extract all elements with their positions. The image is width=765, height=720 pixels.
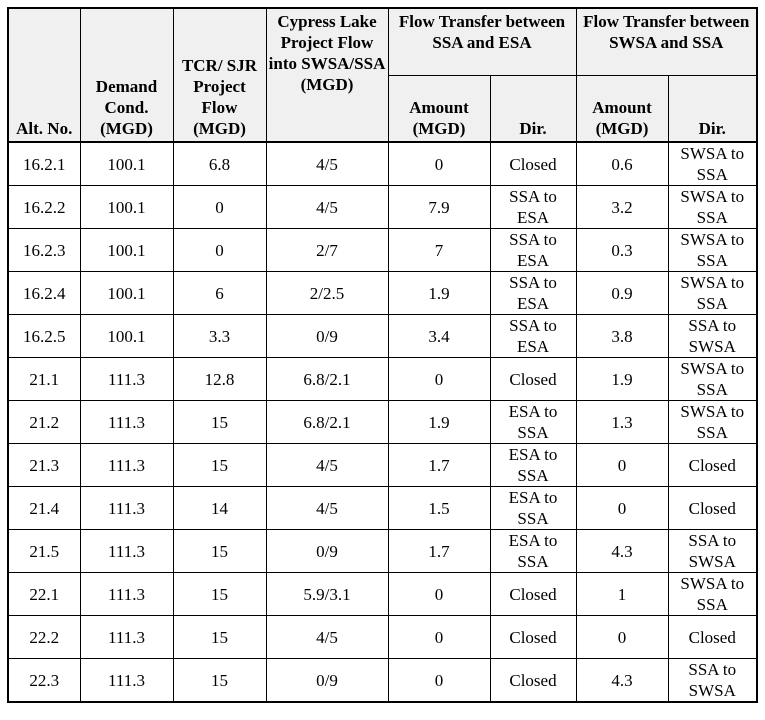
cell-ssa-esa-amount: 0 xyxy=(388,142,490,186)
cell-swsa-ssa-amount: 3.8 xyxy=(576,315,668,358)
cell-tcr-sjr: 15 xyxy=(173,530,266,573)
cell-ssa-esa-dir: ESA to SSA xyxy=(490,444,576,487)
cell-ssa-esa-dir: ESA to SSA xyxy=(490,401,576,444)
table-row xyxy=(8,272,757,315)
cell-demand: 111.3 xyxy=(80,444,173,487)
cell-demand: 111.3 xyxy=(80,358,173,401)
cell-alt-no: 21.4 xyxy=(8,487,80,530)
cell-alt-no: 16.2.3 xyxy=(8,229,80,272)
cell-alt-no: 21.5 xyxy=(8,530,80,573)
cell-swsa-ssa-dir: SWSA to SSA xyxy=(668,573,757,616)
table-row xyxy=(8,659,757,703)
header-tcr-sjr: TCR/ SJR Project Flow (MGD) xyxy=(173,8,266,142)
header-alt-no: Alt. No. xyxy=(8,8,80,142)
cell-swsa-ssa-amount: 4.3 xyxy=(576,659,668,703)
cell-cypress-lake: 6.8/2.1 xyxy=(266,401,388,444)
cell-demand: 111.3 xyxy=(80,616,173,659)
cell-tcr-sjr: 15 xyxy=(173,444,266,487)
cell-demand: 111.3 xyxy=(80,487,173,530)
cell-tcr-sjr: 15 xyxy=(173,616,266,659)
cell-tcr-sjr: 6.8 xyxy=(173,142,266,186)
cell-cypress-lake: 0/9 xyxy=(266,530,388,573)
cell-ssa-esa-amount: 7.9 xyxy=(388,186,490,229)
cell-swsa-ssa-dir: SSA to SWSA xyxy=(668,315,757,358)
cell-swsa-ssa-amount: 0 xyxy=(576,616,668,659)
cell-ssa-esa-dir: Closed xyxy=(490,142,576,186)
cell-ssa-esa-amount: 0 xyxy=(388,616,490,659)
table-row xyxy=(8,315,757,358)
cell-swsa-ssa-dir: SWSA to SSA xyxy=(668,142,757,186)
cell-ssa-esa-amount: 1.7 xyxy=(388,444,490,487)
cell-ssa-esa-amount: 0 xyxy=(388,573,490,616)
cell-ssa-esa-amount: 3.4 xyxy=(388,315,490,358)
header-ssa-esa-amount: Amount (MGD) xyxy=(388,76,490,143)
cell-alt-no: 16.2.4 xyxy=(8,272,80,315)
cell-demand: 100.1 xyxy=(80,186,173,229)
cell-swsa-ssa-amount: 1 xyxy=(576,573,668,616)
cell-swsa-ssa-dir: SSA to SWSA xyxy=(668,530,757,573)
cell-cypress-lake: 6.8/2.1 xyxy=(266,358,388,401)
cell-cypress-lake: 4/5 xyxy=(266,142,388,186)
cell-ssa-esa-dir: SSA to ESA xyxy=(490,272,576,315)
cell-alt-no: 16.2.5 xyxy=(8,315,80,358)
cell-swsa-ssa-dir: SWSA to SSA xyxy=(668,401,757,444)
cell-swsa-ssa-dir: Closed xyxy=(668,616,757,659)
cell-ssa-esa-dir: Closed xyxy=(490,616,576,659)
cell-alt-no: 16.2.1 xyxy=(8,142,80,186)
header-swsa-ssa-transfer: Flow Transfer between SWSA and SSA xyxy=(576,8,757,76)
cell-ssa-esa-dir: Closed xyxy=(490,659,576,703)
cell-swsa-ssa-amount: 1.3 xyxy=(576,401,668,444)
cell-swsa-ssa-dir: SWSA to SSA xyxy=(668,229,757,272)
cell-cypress-lake: 0/9 xyxy=(266,659,388,703)
table-row xyxy=(8,186,757,229)
cell-ssa-esa-dir: ESA to SSA xyxy=(490,530,576,573)
flow-transfer-table xyxy=(7,7,758,703)
cell-ssa-esa-dir: SSA to ESA xyxy=(490,186,576,229)
cell-ssa-esa-amount: 1.7 xyxy=(388,530,490,573)
cell-alt-no: 22.1 xyxy=(8,573,80,616)
cell-swsa-ssa-dir: SSA to SWSA xyxy=(668,659,757,703)
header-demand: Demand Cond. (MGD) xyxy=(80,8,173,142)
cell-swsa-ssa-dir: SWSA to SSA xyxy=(668,186,757,229)
table-row xyxy=(8,229,757,272)
cell-tcr-sjr: 15 xyxy=(173,573,266,616)
cell-swsa-ssa-dir: Closed xyxy=(668,444,757,487)
cell-demand: 111.3 xyxy=(80,401,173,444)
cell-ssa-esa-amount: 1.5 xyxy=(388,487,490,530)
cell-ssa-esa-amount: 0 xyxy=(388,659,490,703)
cell-cypress-lake: 5.9/3.1 xyxy=(266,573,388,616)
header-ssa-esa-transfer: Flow Transfer between SSA and ESA xyxy=(388,8,576,76)
cell-swsa-ssa-amount: 0.3 xyxy=(576,229,668,272)
cell-swsa-ssa-amount: 3.2 xyxy=(576,186,668,229)
cell-ssa-esa-dir: SSA to ESA xyxy=(490,315,576,358)
cell-alt-no: 21.3 xyxy=(8,444,80,487)
cell-alt-no: 16.2.2 xyxy=(8,186,80,229)
table-row xyxy=(8,444,757,487)
cell-cypress-lake: 4/5 xyxy=(266,616,388,659)
cell-alt-no: 21.1 xyxy=(8,358,80,401)
header-swsa-ssa-amount: Amount (MGD) xyxy=(576,76,668,143)
cell-swsa-ssa-amount: 0 xyxy=(576,487,668,530)
cell-swsa-ssa-amount: 1.9 xyxy=(576,358,668,401)
header-swsa-ssa-dir: Dir. xyxy=(668,76,757,143)
cell-ssa-esa-amount: 0 xyxy=(388,358,490,401)
cell-ssa-esa-amount: 1.9 xyxy=(388,401,490,444)
cell-alt-no: 21.2 xyxy=(8,401,80,444)
cell-demand: 100.1 xyxy=(80,272,173,315)
table-row xyxy=(8,616,757,659)
cell-swsa-ssa-dir: SWSA to SSA xyxy=(668,358,757,401)
cell-ssa-esa-dir: ESA to SSA xyxy=(490,487,576,530)
cell-demand: 100.1 xyxy=(80,142,173,186)
cell-swsa-ssa-amount: 4.3 xyxy=(576,530,668,573)
cell-demand: 111.3 xyxy=(80,530,173,573)
cell-ssa-esa-amount: 1.9 xyxy=(388,272,490,315)
table-row xyxy=(8,487,757,530)
cell-demand: 100.1 xyxy=(80,315,173,358)
table-body xyxy=(8,142,757,702)
cell-cypress-lake: 0/9 xyxy=(266,315,388,358)
cell-alt-no: 22.3 xyxy=(8,659,80,703)
cell-swsa-ssa-dir: Closed xyxy=(668,487,757,530)
cell-ssa-esa-dir: Closed xyxy=(490,358,576,401)
cell-tcr-sjr: 0 xyxy=(173,229,266,272)
cell-demand: 111.3 xyxy=(80,659,173,703)
cell-tcr-sjr: 15 xyxy=(173,401,266,444)
cell-demand: 100.1 xyxy=(80,229,173,272)
cell-tcr-sjr: 12.8 xyxy=(173,358,266,401)
cell-cypress-lake: 4/5 xyxy=(266,186,388,229)
table-row xyxy=(8,142,757,186)
table-row xyxy=(8,401,757,444)
cell-ssa-esa-amount: 7 xyxy=(388,229,490,272)
cell-ssa-esa-dir: SSA to ESA xyxy=(490,229,576,272)
cell-ssa-esa-dir: Closed xyxy=(490,573,576,616)
cell-demand: 111.3 xyxy=(80,573,173,616)
cell-tcr-sjr: 6 xyxy=(173,272,266,315)
cell-cypress-lake: 4/5 xyxy=(266,444,388,487)
cell-swsa-ssa-amount: 0.9 xyxy=(576,272,668,315)
cell-swsa-ssa-amount: 0.6 xyxy=(576,142,668,186)
table-row xyxy=(8,358,757,401)
header-cypress-lake: Cypress Lake Project Flow into SWSA/SSA (MGD) xyxy=(266,8,388,142)
cell-alt-no: 22.2 xyxy=(8,616,80,659)
cell-cypress-lake: 4/5 xyxy=(266,487,388,530)
cell-swsa-ssa-amount: 0 xyxy=(576,444,668,487)
cell-swsa-ssa-dir: SWSA to SSA xyxy=(668,272,757,315)
cell-cypress-lake: 2/2.5 xyxy=(266,272,388,315)
header-ssa-esa-dir: Dir. xyxy=(490,76,576,143)
table-row xyxy=(8,573,757,616)
cell-cypress-lake: 2/7 xyxy=(266,229,388,272)
cell-tcr-sjr: 3.3 xyxy=(173,315,266,358)
table-row xyxy=(8,530,757,573)
cell-tcr-sjr: 15 xyxy=(173,659,266,703)
cell-tcr-sjr: 0 xyxy=(173,186,266,229)
cell-tcr-sjr: 14 xyxy=(173,487,266,530)
